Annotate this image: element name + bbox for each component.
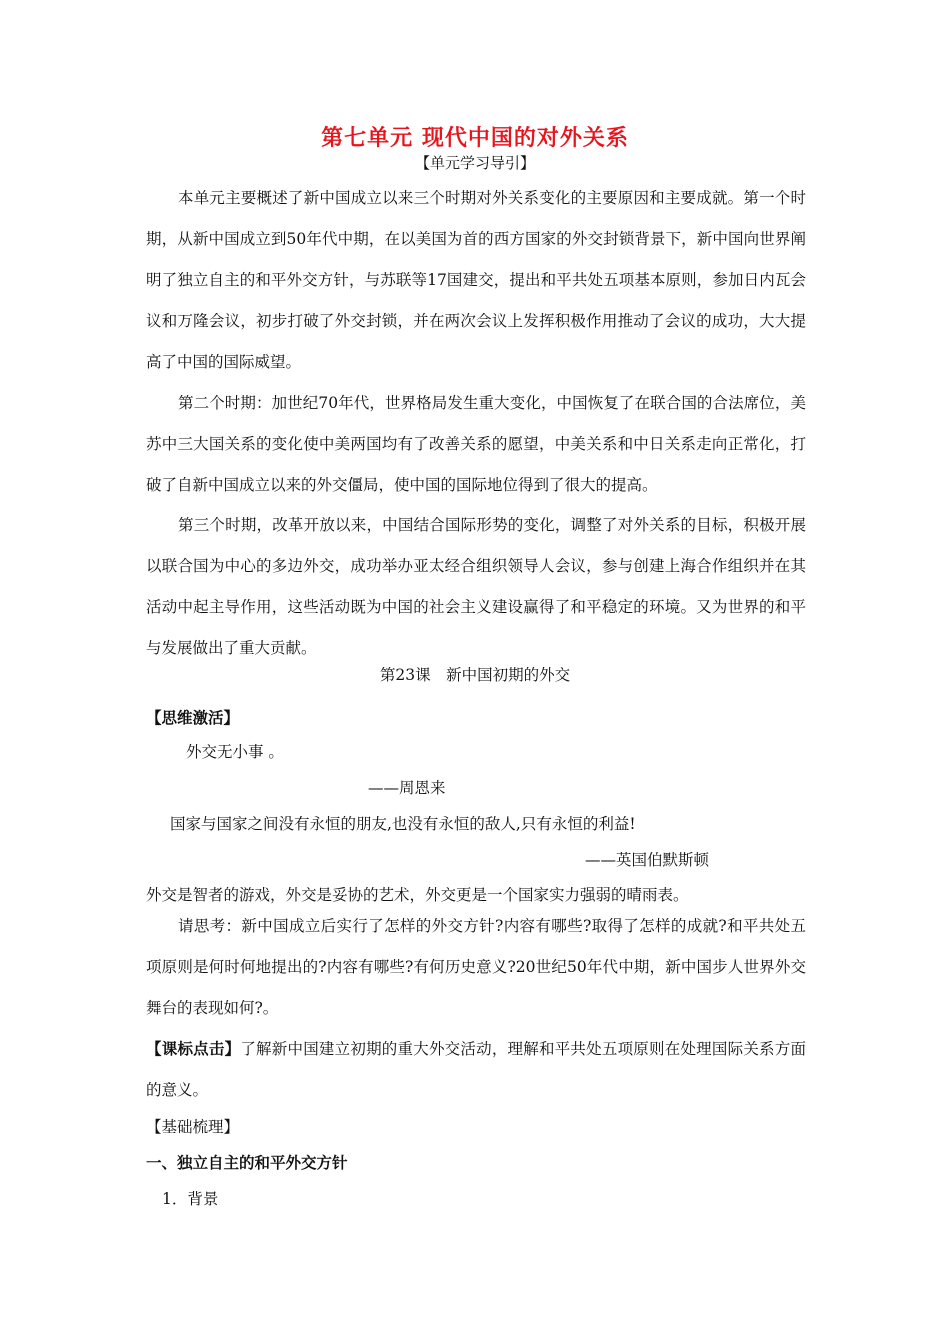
intro-paragraph-2: 第二个时期：加世纪70年代，世界格局发生重大变化，中国恢复了在联合国的合法席位，美苏中三大国关系的变化使中美两国均有了改善关系的愿望，中美关系和中日关系走向正常化，打破了自新中国成立以来的外交僵局，使中国的国际地位得到了很大的提高。	[146, 394, 806, 494]
standard-text: 了解新中国建立初期的重大外交活动，理解和平共处五项原则在处理国际关系方面的意义。	[146, 1040, 806, 1099]
quote-1: 外交无小事 。	[186, 743, 284, 761]
unit-guide-heading: 【单元学习导引】	[414, 154, 535, 172]
quote-1-author: ——周恩来	[368, 779, 446, 797]
quote-2: 国家与国家之间没有永恒的朋友,也没有永恒的敌人,只有永恒的利益!	[170, 815, 636, 833]
intro-paragraph-3: 第三个时期，改革开放以来，中国结合国际形势的变化，调整了对外关系的目标，积极开展以联合国为中心的多边外交，成功举办亚太经合组织领导人会议，参与创建上海合作组织并在其活动中起主导作用，这些活动既为中国的社会主义建设赢得了和平稳定的环境。又为世界的和平与发展做出了重大贡献。	[146, 516, 806, 657]
think-heading: 【思维激活】	[146, 709, 240, 727]
quote-3: 外交是智者的游戏，外交是妥协的艺术，外交更是一个国家实力强弱的晴雨表。	[146, 886, 689, 904]
unit-title: 第七单元 现代中国的对外关系	[321, 126, 629, 151]
basics-heading: 【基础梳理】	[146, 1118, 240, 1136]
lesson-title: 第23课 新中国初期的外交	[379, 666, 571, 684]
think-question: 请思考：新中国成立后实行了怎样的外交方针?内容有哪些?取得了怎样的成就?和平共处五项原则是何时何地提出的?内容有哪些?有何历史意义?20世纪50年代中期，新中国步人世界外交舞台的表现如何?。	[146, 917, 806, 1017]
standard-paragraph	[146, 1029, 806, 1111]
intro-paragraph-1: 本单元主要概述了新中国成立以来三个时期对外关系变化的主要原因和主要成就。第一个时期，从新中国成立到50年代中期，在以美国为首的西方国家的外交封锁背景下，新中国向世界阐明了独立自主的和平外交方针，与苏联等17国建交，提出和平共处五项基本原则，参加日内瓦会议和万隆会议，初步打破了外交封锁，并在两次会议上发挥积极作用推动了会议的成功，大大提高了中国的国际威望。	[146, 189, 806, 371]
section-heading-1: 一、独立自主的和平外交方针	[146, 1154, 348, 1172]
standard-heading: 【课标点击】	[146, 1040, 241, 1058]
item-background: 1．背景	[162, 1190, 219, 1208]
quote-2-author: ——英国伯默斯顿	[585, 851, 710, 869]
